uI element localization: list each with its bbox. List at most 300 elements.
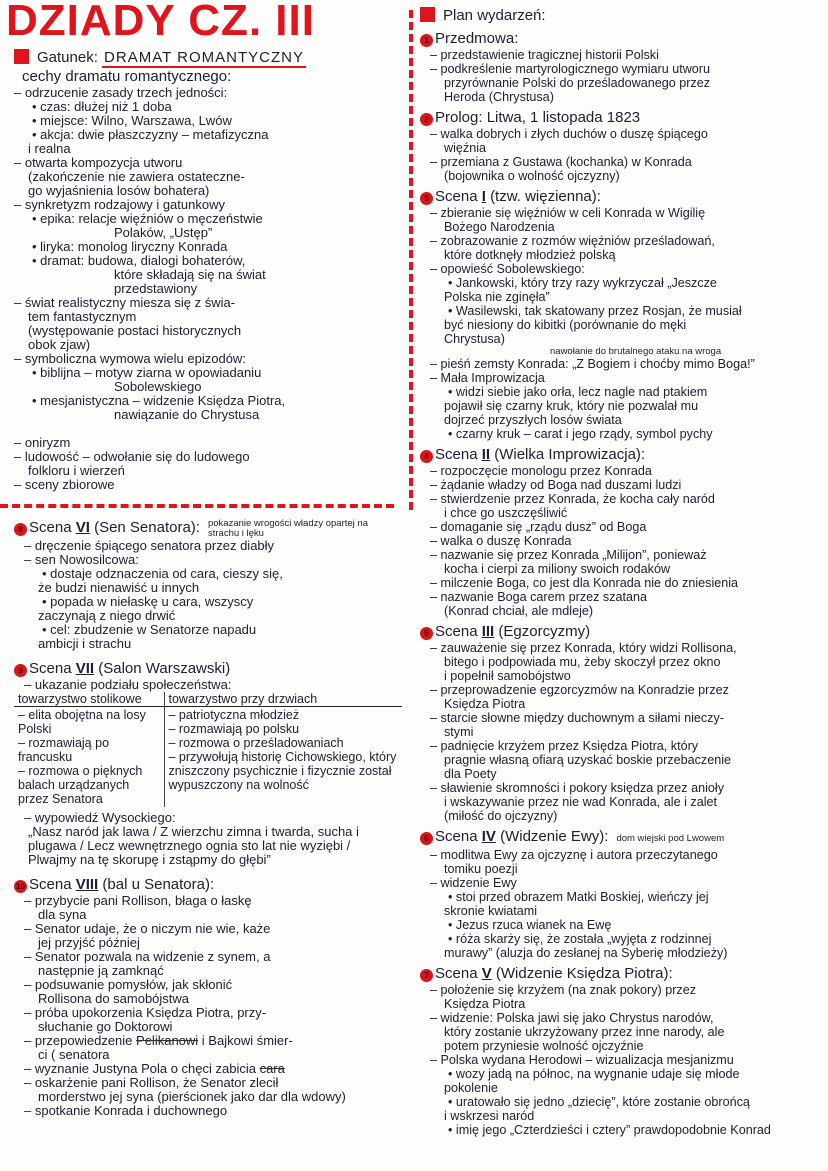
list-item — [430, 781, 825, 795]
line-text: Jankowski, który trzy razy wykrzyczał „Jeszcze — [455, 276, 717, 290]
line-text: Polska wydana Herodowi – wizualizacja mesjanizmu — [440, 1053, 734, 1067]
number-marker-icon: 7 — [420, 969, 433, 982]
line-text: żądanie władzy od Boga nad duszami ludzi — [440, 478, 682, 492]
line-text: przedstawiony — [114, 281, 198, 296]
scene-numeral: V — [481, 965, 492, 982]
scene-list — [420, 48, 825, 104]
list-item — [14, 170, 404, 184]
page-title: DZIADY CZ. III — [6, 0, 315, 45]
line-text: dramat: budowa, dialogi bohaterów, — [40, 253, 246, 268]
list-item — [430, 318, 825, 332]
scene-label: Scena — [29, 876, 72, 893]
line-text: imię jego „Czterdzieści i cztery” prawdopodobnie Konrad — [455, 1123, 771, 1137]
scene-4-section — [420, 827, 825, 960]
features-heading: cechy dramatu romantycznego: — [22, 68, 232, 85]
list-item: – rozmowa o prześladowaniach — [168, 736, 344, 750]
line-text: i popełnił samobójstwo — [444, 669, 571, 683]
line-text: zauważenie się przez Konrada, który widzi Rollisona, — [440, 641, 737, 655]
number-marker-icon: 9 — [14, 664, 27, 677]
line-text: pokolenie — [444, 1081, 498, 1095]
list-item — [24, 1076, 404, 1090]
list-item: – elita obojętna na losy Polski — [18, 708, 146, 736]
line-text: epika: relacje więźniów o męczeństwie — [40, 211, 263, 226]
scene-title: (Wielka Improwizacja): — [494, 446, 646, 463]
line-text: ci ( senatora — [38, 1047, 110, 1062]
scene-title: (Egzorcyzmy) — [498, 623, 591, 640]
line-text: wozy jadą na północ, na wygnanie udaje się młode — [455, 1067, 740, 1081]
list-item: – rozmawiają po polsku — [168, 722, 300, 736]
list-item — [430, 248, 825, 262]
genre-label: Gatunek: — [37, 49, 98, 66]
genre-section — [14, 48, 404, 492]
number-marker-icon: 3 — [420, 192, 433, 205]
scene-note: pokazanie wrogości władzy opartej na strachu i lęku — [207, 518, 368, 539]
scene-list — [420, 641, 825, 823]
list-item — [430, 890, 825, 904]
list-item — [24, 623, 404, 637]
list-item — [430, 1081, 825, 1095]
list-item — [430, 576, 825, 590]
scene-numeral: VI — [75, 519, 90, 536]
line-text: położenie się krzyżem (na znak pokory) przez — [440, 983, 696, 997]
list-item — [24, 908, 404, 922]
list-item — [14, 268, 404, 282]
line-text: nazwanie się przez Konrada „Milijon”, ponieważ — [440, 548, 707, 562]
line-text: spotkanie Konrada i duchownego — [34, 1103, 228, 1118]
number-marker-icon: 4 — [420, 450, 433, 463]
list-item — [430, 413, 825, 427]
scene-label: Prolog: — [435, 109, 483, 126]
line-text: i wskrzesi naród — [444, 1109, 535, 1123]
line-text: nazwanie Boga carem przez szatana — [440, 590, 648, 604]
scene-6-section — [14, 518, 404, 651]
line-text: i wskazywanie przez nie wad Konrada, ale i zalet — [444, 795, 718, 809]
list-item — [24, 936, 404, 950]
list-item: – rozmawiają po francusku — [18, 736, 110, 764]
list-item — [24, 1090, 404, 1104]
line-text: rozpoczęcie monologu przez Konrada — [440, 464, 652, 478]
line-text: ludowość – odwołanie się do ludowego — [24, 449, 250, 464]
list-item — [430, 767, 825, 781]
list-item — [430, 683, 825, 697]
table-header: towarzystwo przy drzwiach — [164, 692, 402, 707]
line-text: widzenie: Polska jawi się jako Chrystus narodów, — [440, 1011, 714, 1025]
list-item — [430, 141, 825, 155]
table-cell — [164, 707, 402, 808]
scene-numeral: III — [481, 623, 495, 640]
scene-label: Scena — [435, 623, 478, 640]
line-text: Sobolewskiego — [114, 379, 202, 394]
line-text: padnięcie krzyżem przez Księdza Piotra, który — [440, 739, 699, 753]
line-text: stoi przed obrazem Matki Boskiej, wieńczy jej — [455, 890, 709, 904]
list-item — [430, 464, 825, 478]
line-text: sen Nowosilcowa: — [34, 552, 139, 567]
number-marker-icon: 5 — [420, 627, 433, 640]
scene-list — [14, 894, 404, 1118]
right-column — [420, 6, 825, 1137]
line-text: róża skarży się, że została „wyjęta z rodzinnej — [455, 932, 712, 946]
line-text: bitego i podpowiada mu, żeby skoczył przez okno — [444, 655, 721, 669]
scene-intro: – ukazanie podziału społeczeństwa: — [24, 677, 232, 692]
list-item — [430, 1095, 825, 1109]
list-item — [430, 711, 825, 725]
list-item — [430, 155, 825, 169]
line-text: oniryzm — [24, 435, 71, 450]
scene-title: (Widzenie Ewy): — [500, 828, 609, 845]
scene-label: Scena — [29, 660, 72, 677]
list-item — [430, 655, 825, 669]
list-item — [14, 114, 404, 128]
line-text: zobrazowanie z rozmów więźniów prześladowań, — [440, 234, 715, 248]
list-item — [430, 876, 825, 890]
list-item — [430, 641, 825, 655]
list-item: – rozmowa o pięknych balach urządzanych przez Senatora — [18, 764, 143, 806]
scene-note: dom wiejski pod Lwowem — [616, 833, 725, 844]
scene-list — [14, 539, 404, 651]
scene-heading — [14, 875, 404, 894]
scene-numeral: VIII — [75, 876, 99, 893]
line-text: domaganie się „rządu dusz” od Boga — [440, 520, 647, 534]
line-text: Chrystusa) — [444, 332, 505, 346]
line-text: biblijna – motyw ziarna w opowiadaniu — [40, 365, 262, 380]
prolog-section — [420, 108, 825, 183]
speech-label: – wypowiedź Wysockiego: — [24, 810, 176, 825]
line-text: oskarżenie pani Rollison, że Senator zlecił — [34, 1075, 279, 1090]
line-text: starcie słowne między duchownym a siłami nieczy- — [440, 711, 724, 725]
list-item — [430, 220, 825, 234]
scene-title: (Widzenie Księdza Piotra): — [495, 965, 673, 982]
line-text: i Bajkowi śmier- — [198, 1033, 293, 1048]
list-item — [24, 1062, 404, 1076]
line-text: walka o duszę Konrada — [440, 534, 572, 548]
genre-value: DRAMAT ROMANTYCZNY — [104, 49, 304, 66]
list-item — [430, 697, 825, 711]
list-item — [430, 918, 825, 932]
scene-list — [420, 127, 825, 183]
line-text: Senator udaje, że o niczym nie wie, każe — [34, 921, 271, 936]
line-text: popada w niełaskę u cara, wszyscy — [50, 594, 254, 609]
scene-title: (bal u Senatora): — [102, 876, 215, 893]
line-text: miejsce: Wilno, Warszawa, Lwów — [40, 113, 232, 128]
features-list — [14, 86, 404, 492]
line-text: następnie ją zamknąć — [38, 963, 164, 978]
scene-heading — [14, 518, 404, 539]
number-marker-icon: 8 — [14, 523, 27, 536]
margin-note — [430, 346, 825, 357]
column-divider — [409, 10, 413, 510]
scene-3-section — [420, 622, 825, 823]
list-item — [14, 282, 404, 296]
line-text: odrzucenie zasady trzech jedności: — [24, 85, 228, 100]
line-text: (bojownika o wolność ojczyzny) — [444, 169, 620, 183]
line-text: słuchanie go Doktorowi — [38, 1019, 173, 1034]
list-item — [430, 90, 825, 104]
line-text: sceny zbiorowe — [24, 477, 115, 492]
list-item — [430, 169, 825, 183]
line-text: przedstawienie tragicznej historii Polski — [440, 48, 659, 62]
line-text: podsuwanie pomysłów, jak skłonić — [34, 977, 233, 992]
list-item — [430, 1039, 825, 1053]
list-item — [430, 562, 825, 576]
line-text: nawiązanie do Chrystusa — [114, 407, 260, 422]
line-text: przemiana z Gustawa (kochanka) w Konrada — [440, 155, 692, 169]
list-item — [430, 304, 825, 318]
list-item — [14, 478, 404, 492]
list-item: – przywołują historię Cichowskiego, który zniszczony psychicznie i fizycznie został wypuszczony na wolność — [168, 750, 397, 792]
line-text: skronie kwiatami — [444, 904, 538, 918]
line-text: czas: dłużej niż 1 doba — [40, 99, 172, 114]
list-item — [14, 198, 404, 212]
line-text: Księdza Piotra — [444, 997, 526, 1011]
scene-title: Przedmowa: — [435, 30, 519, 47]
list-item — [14, 212, 404, 226]
line-text: dręczenie śpiącego senatora przez diabły — [34, 538, 275, 553]
list-item — [24, 1020, 404, 1034]
line-text: dojrzeć przyszłych losów świata — [444, 413, 622, 427]
line-text: widzenie Ewy — [440, 876, 517, 890]
list-item — [430, 371, 825, 385]
scene-numeral: II — [481, 446, 491, 463]
line-text: sławienie skromności i pokory księdza przez anioły — [440, 781, 724, 795]
list-item — [24, 1034, 404, 1048]
list-item — [24, 992, 404, 1006]
square-bullet-icon — [420, 7, 435, 22]
list-item — [24, 553, 404, 567]
list-item — [430, 548, 825, 562]
list-item — [430, 1025, 825, 1039]
line-text: (miłość do ojczyzny) — [444, 809, 558, 823]
line-text: tem fantastycznym — [28, 309, 137, 324]
scene-title: (Sen Senatora): — [94, 519, 200, 536]
square-bullet-icon — [14, 49, 29, 64]
scene-label: Scena — [435, 446, 478, 463]
scene-list — [420, 206, 825, 441]
list-item — [430, 1109, 825, 1123]
list-item — [430, 332, 825, 346]
scene-numeral: VII — [75, 660, 95, 677]
list-item — [14, 128, 404, 142]
line-text: nawołanie do brutalnego ataku na wroga — [550, 346, 722, 357]
struck-text: Pelikanowi — [136, 1033, 199, 1048]
list-item — [430, 809, 825, 823]
scene-list — [420, 848, 825, 960]
line-text: walka dobrych i złych duchów o duszę śpiącego — [440, 127, 708, 141]
list-item — [24, 609, 404, 623]
line-text: modlitwa Ewy za ojczyznę i autora przeczytanego — [440, 848, 718, 862]
list-item — [430, 669, 825, 683]
list-item — [24, 567, 404, 581]
line-text: podkreślenie martyrologicznego wymiaru utworu — [440, 62, 711, 76]
list-item — [430, 739, 825, 753]
line-text: więźnia — [444, 141, 486, 155]
list-item — [24, 1048, 404, 1062]
list-item — [24, 581, 404, 595]
quote: „Nasz naród jak lawa / Z wierzchu zimna i twarda, sucha i plugawa / Lecz wewnętrznego ognia sto lat nie wyziębi / Plwajmy na tę skorupę i zstąpmy do głębi” — [28, 824, 359, 867]
line-text: (Konrad chciał, ale mdleje) — [444, 604, 594, 618]
section-divider — [0, 504, 394, 508]
list-item — [430, 357, 825, 371]
list-item — [430, 534, 825, 548]
list-item — [430, 997, 825, 1011]
list-item — [430, 983, 825, 997]
line-text: go wyjaśnienia losów bohatera) — [28, 183, 210, 198]
list-item — [24, 950, 404, 964]
list-item — [24, 1006, 404, 1020]
list-item — [14, 380, 404, 394]
line-text: cel: zbudzenie w Senatorze napadu — [50, 622, 257, 637]
line-text: dostaje odznaczenia od cara, cieszy się, — [50, 566, 283, 581]
scene-list — [420, 983, 825, 1137]
list-item — [24, 637, 404, 651]
scene-2-section — [420, 445, 825, 618]
line-text: (zakończenie nie zawiera ostateczne- — [28, 169, 245, 184]
line-text: Heroda (Chrystusa) — [444, 90, 554, 104]
list-item — [24, 964, 404, 978]
scene-8-section — [14, 875, 404, 1118]
list-item — [14, 450, 404, 464]
line-text: które dotknęły młodzież polską — [444, 248, 616, 262]
line-text: potem przyniesie wolność ojczyźnie — [444, 1039, 644, 1053]
line-text: Senator pozwala na widzenie z synem, a — [34, 949, 271, 964]
line-text: otwarta kompozycja utworu — [24, 155, 183, 170]
line-text: Rollisona do samobójstwa — [38, 991, 190, 1006]
list-item — [430, 1067, 825, 1081]
line-text: pojawił się czarny kruk, który nie pozwalał mu — [444, 399, 699, 413]
line-text: i realna — [28, 141, 71, 156]
list-item — [24, 1104, 404, 1118]
line-text: Księdza Piotra — [444, 697, 526, 711]
table-cell — [14, 707, 164, 808]
line-text: zbieranie się więźniów w celi Konrada w Wigilię — [440, 206, 706, 220]
list-item — [14, 338, 404, 352]
list-item — [430, 48, 825, 62]
line-text: (występowanie postaci historycznych — [28, 323, 242, 338]
list-item — [430, 399, 825, 413]
list-item — [430, 385, 825, 399]
scene-label: Scena — [435, 188, 478, 205]
society-table — [14, 692, 402, 807]
list-item — [14, 310, 404, 324]
scene-numeral: I — [481, 188, 486, 205]
line-text: próba upokorzenia Księdza Piotra, przy- — [34, 1005, 267, 1020]
line-text: tomiku poezji — [444, 862, 518, 876]
line-text: murawy” (aluzja do zesłanej na Syberię młodzieży) — [444, 946, 728, 960]
line-text: przyrównanie Polski do prześladowanego przez — [444, 76, 711, 90]
line-text: który zostanie ukrzyżowany przez inne narody, ale — [444, 1025, 725, 1039]
list-item — [430, 276, 825, 290]
list-item — [24, 894, 404, 908]
line-text: Wasilewski, tak skatowany przez Rosjan, że musiał — [455, 304, 742, 318]
list-item — [14, 464, 404, 478]
line-text: świat realistyczny miesza się z świa- — [24, 295, 236, 310]
list-item — [14, 100, 404, 114]
scene-label: Scena — [435, 965, 478, 982]
list-item — [24, 978, 404, 992]
line-text: przybycie pani Rollison, błaga o łaskę — [34, 893, 252, 908]
list-item — [24, 922, 404, 936]
line-text: dla Poety — [444, 767, 497, 781]
list-item — [430, 290, 825, 304]
list-item — [430, 932, 825, 946]
scene-5-section — [420, 964, 825, 1137]
list-item — [430, 478, 825, 492]
list-item — [14, 422, 404, 436]
list-item — [24, 595, 404, 609]
scene-numeral: IV — [481, 828, 496, 845]
list-item — [14, 254, 404, 268]
number-marker-icon: 6 — [420, 832, 433, 845]
list-item — [430, 604, 825, 618]
list-item — [14, 366, 404, 380]
line-text: akcja: dwie płaszczyzny – metafizyczna — [40, 127, 269, 142]
number-marker-icon: 1 — [420, 34, 433, 47]
list-item — [14, 324, 404, 338]
plan-title: Plan wydarzeń: — [443, 7, 546, 24]
line-text: opowieść Sobolewskiego: — [440, 262, 585, 276]
scene-1-section — [420, 187, 825, 441]
line-text: że budzi nienawiść u innych — [38, 580, 200, 595]
scene-7-section — [14, 659, 404, 867]
list-item — [14, 142, 404, 156]
list-item — [24, 539, 404, 553]
list-item — [430, 62, 825, 76]
plan-heading — [420, 6, 825, 25]
list-item — [430, 862, 825, 876]
list-item — [430, 492, 825, 506]
line-text: przepowiedzenie — [34, 1033, 137, 1048]
list-item — [14, 184, 404, 198]
list-item — [14, 408, 404, 422]
list-item — [430, 520, 825, 534]
list-item — [430, 795, 825, 809]
list-item — [14, 352, 404, 366]
list-item — [14, 226, 404, 240]
line-text: obok zjaw) — [28, 337, 91, 352]
line-text: symboliczna wymowa wielu epizodów: — [24, 351, 246, 366]
list-item — [430, 946, 825, 960]
scene-title: Litwa, 1 listopada 1823 — [486, 109, 641, 126]
number-marker-icon: 2 — [420, 113, 433, 126]
scene-title: (tzw. więzienna): — [490, 188, 601, 205]
line-text: zaczynają z niego drwić — [38, 608, 176, 623]
line-text: wyznanie Justyna Pola o chęci zabicia — [34, 1061, 260, 1076]
list-item — [14, 436, 404, 450]
scene-label: Scena — [435, 828, 478, 845]
list-item — [14, 240, 404, 254]
list-item — [430, 76, 825, 90]
list-item — [14, 86, 404, 100]
line-text: Bożego Narodzenia — [444, 220, 555, 234]
number-marker-icon: 10 — [14, 880, 27, 893]
line-text: i chce go uszczęśliwić — [444, 506, 568, 520]
line-text: folkloru i wierzeń — [28, 463, 125, 478]
genre-heading — [14, 48, 404, 67]
line-text: mesjanistyczna – widzenie Księdza Piotra, — [40, 393, 286, 408]
scene-label: Scena — [29, 519, 72, 536]
list-item — [430, 506, 825, 520]
line-text: Mała Improwizacja — [440, 371, 545, 385]
line-text: pieśń zemsty Konrada: „Z Bogiem i choćby mimo Boga!” — [440, 357, 755, 371]
line-text: uratowało się jedno „dziecię”, które zostanie obrońcą — [455, 1095, 750, 1109]
scene-heading — [14, 659, 404, 678]
line-text: Jezus rzuca wianek na Ewę — [455, 918, 612, 932]
list-item — [430, 206, 825, 220]
line-text: być niesiony do kibitki (porównanie do męki — [444, 318, 687, 332]
line-text: Polska nie zginęła” — [444, 290, 550, 304]
scene-list — [420, 464, 825, 618]
list-item — [430, 848, 825, 862]
list-item — [430, 234, 825, 248]
